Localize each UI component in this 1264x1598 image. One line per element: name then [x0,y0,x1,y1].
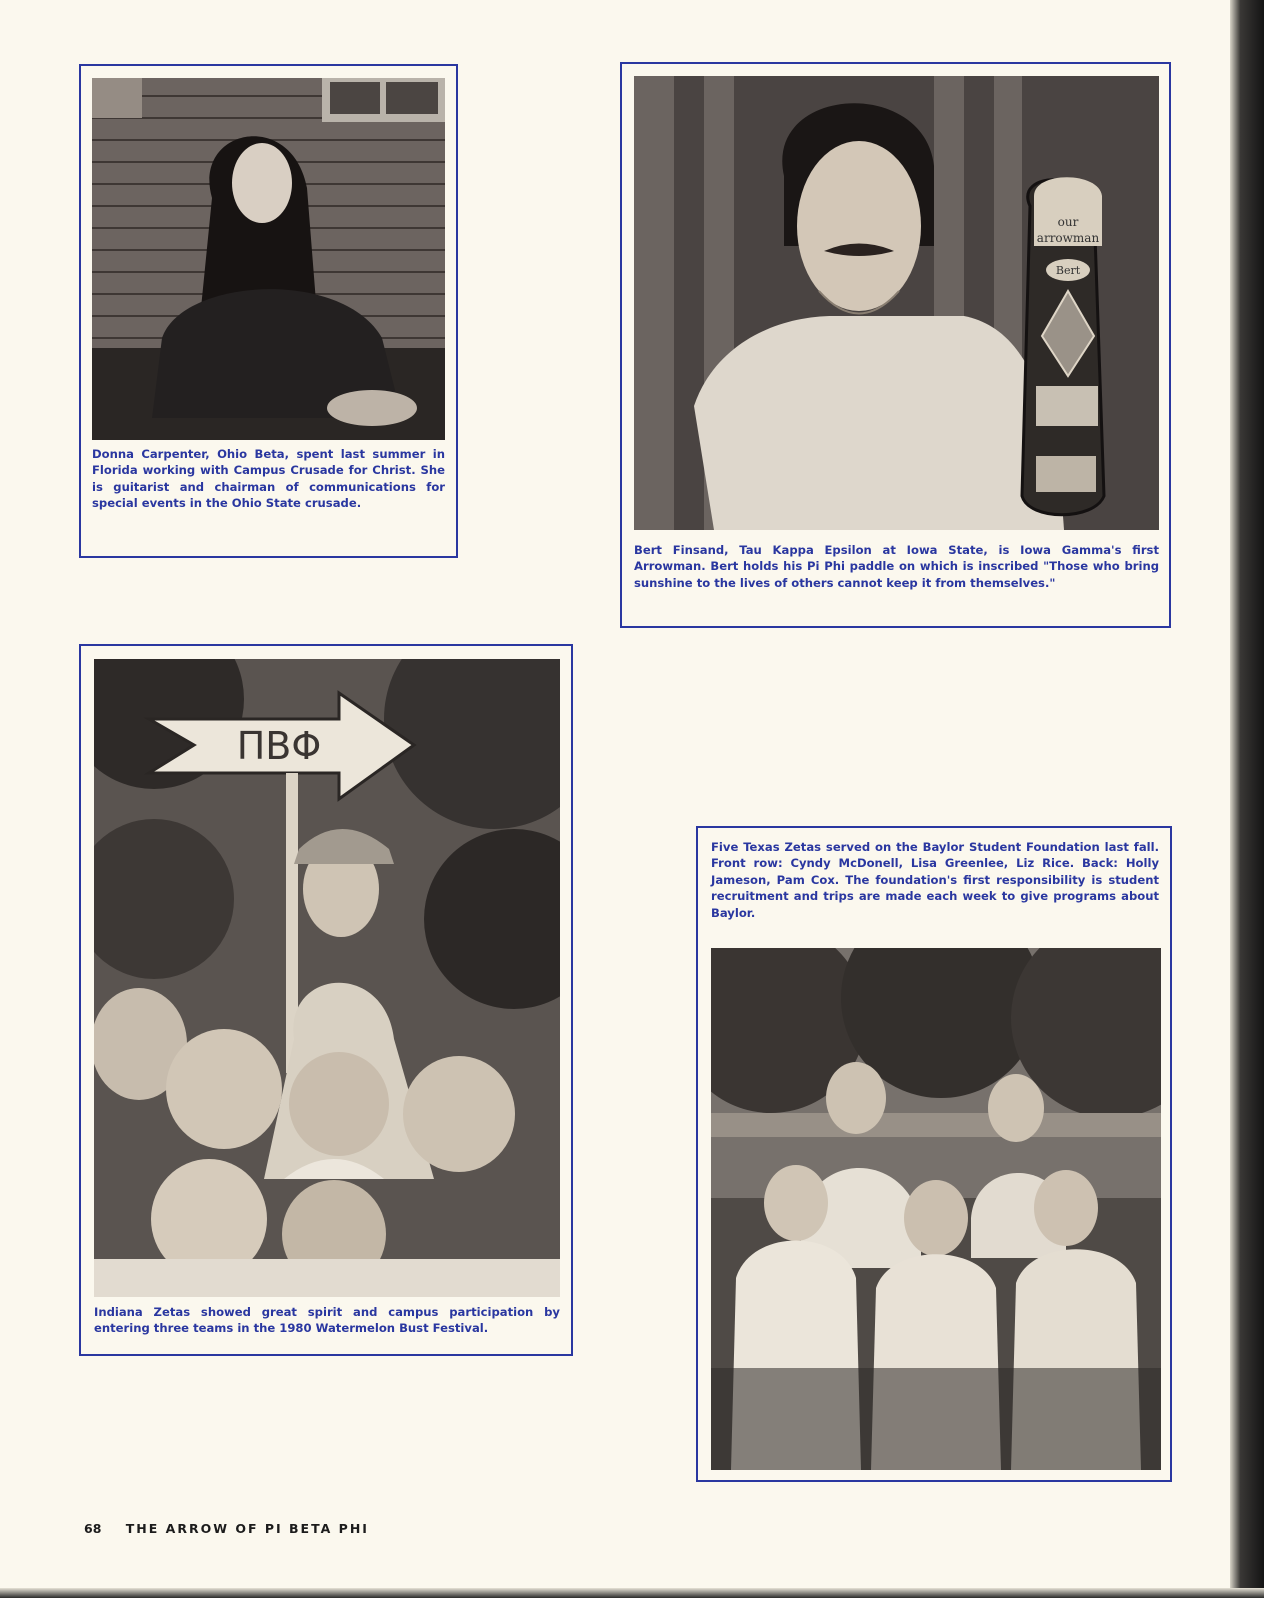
group-photo-icon [711,948,1161,1470]
page-footer [84,1521,369,1536]
page-edge-shadow [1230,0,1264,1598]
indiana-caption: Indiana Zetas showed great spirit and campus participation by entering three teams in the 1980 Watermelon Bust Festival. [94,1305,560,1336]
donna-portrait-photo [92,78,445,440]
publication-title: THE ARROW OF PI BETA PHI [125,1521,369,1536]
group-photo-icon [94,659,560,1297]
indiana-group-photo [94,659,560,1297]
portrait-photo-icon [634,76,1159,530]
page-bottom-shadow [0,1588,1264,1598]
portrait-photo-icon [92,78,445,440]
donna-photo-frame [79,64,458,558]
baylor-group-photo [711,948,1161,1470]
bert-caption: Bert Finsand, Tau Kappa Epsilon at Iowa State, is Iowa Gamma's first Arrowman. Bert holds his Pi Phi paddle on which is inscribed "Those who bring sunshine to the lives of others cannot keep it from themselves." [634,543,1159,590]
donna-caption: Donna Carpenter, Ohio Beta, spent last summer in Florida working with Campus Crusade for Christ. She is guitarist and chairman of communications for special events in the Ohio State crusade. [92,447,445,511]
paddle-text-line-3: Bert [1055,264,1081,277]
paddle-text-line-1: our [1057,215,1079,229]
baylor-photo-frame [696,826,1172,1482]
paddle-text-line-2: arrowman [1036,231,1100,245]
bert-portrait-photo [634,76,1159,530]
page-number: 68 [84,1521,102,1536]
baylor-caption: Five Texas Zetas served on the Baylor Student Foundation last fall. Front row: Cyndy McDonell, Lisa Greenlee, Liz Rice. Back: Holly Jameson, Pam Cox. The foundation's first responsibility is student recruitment and trips are made each week to give programs about Baylor. [711,840,1159,920]
sign-letters: ΠΒΦ [236,724,322,768]
bert-photo-frame [620,62,1171,628]
indiana-photo-frame [79,644,573,1356]
